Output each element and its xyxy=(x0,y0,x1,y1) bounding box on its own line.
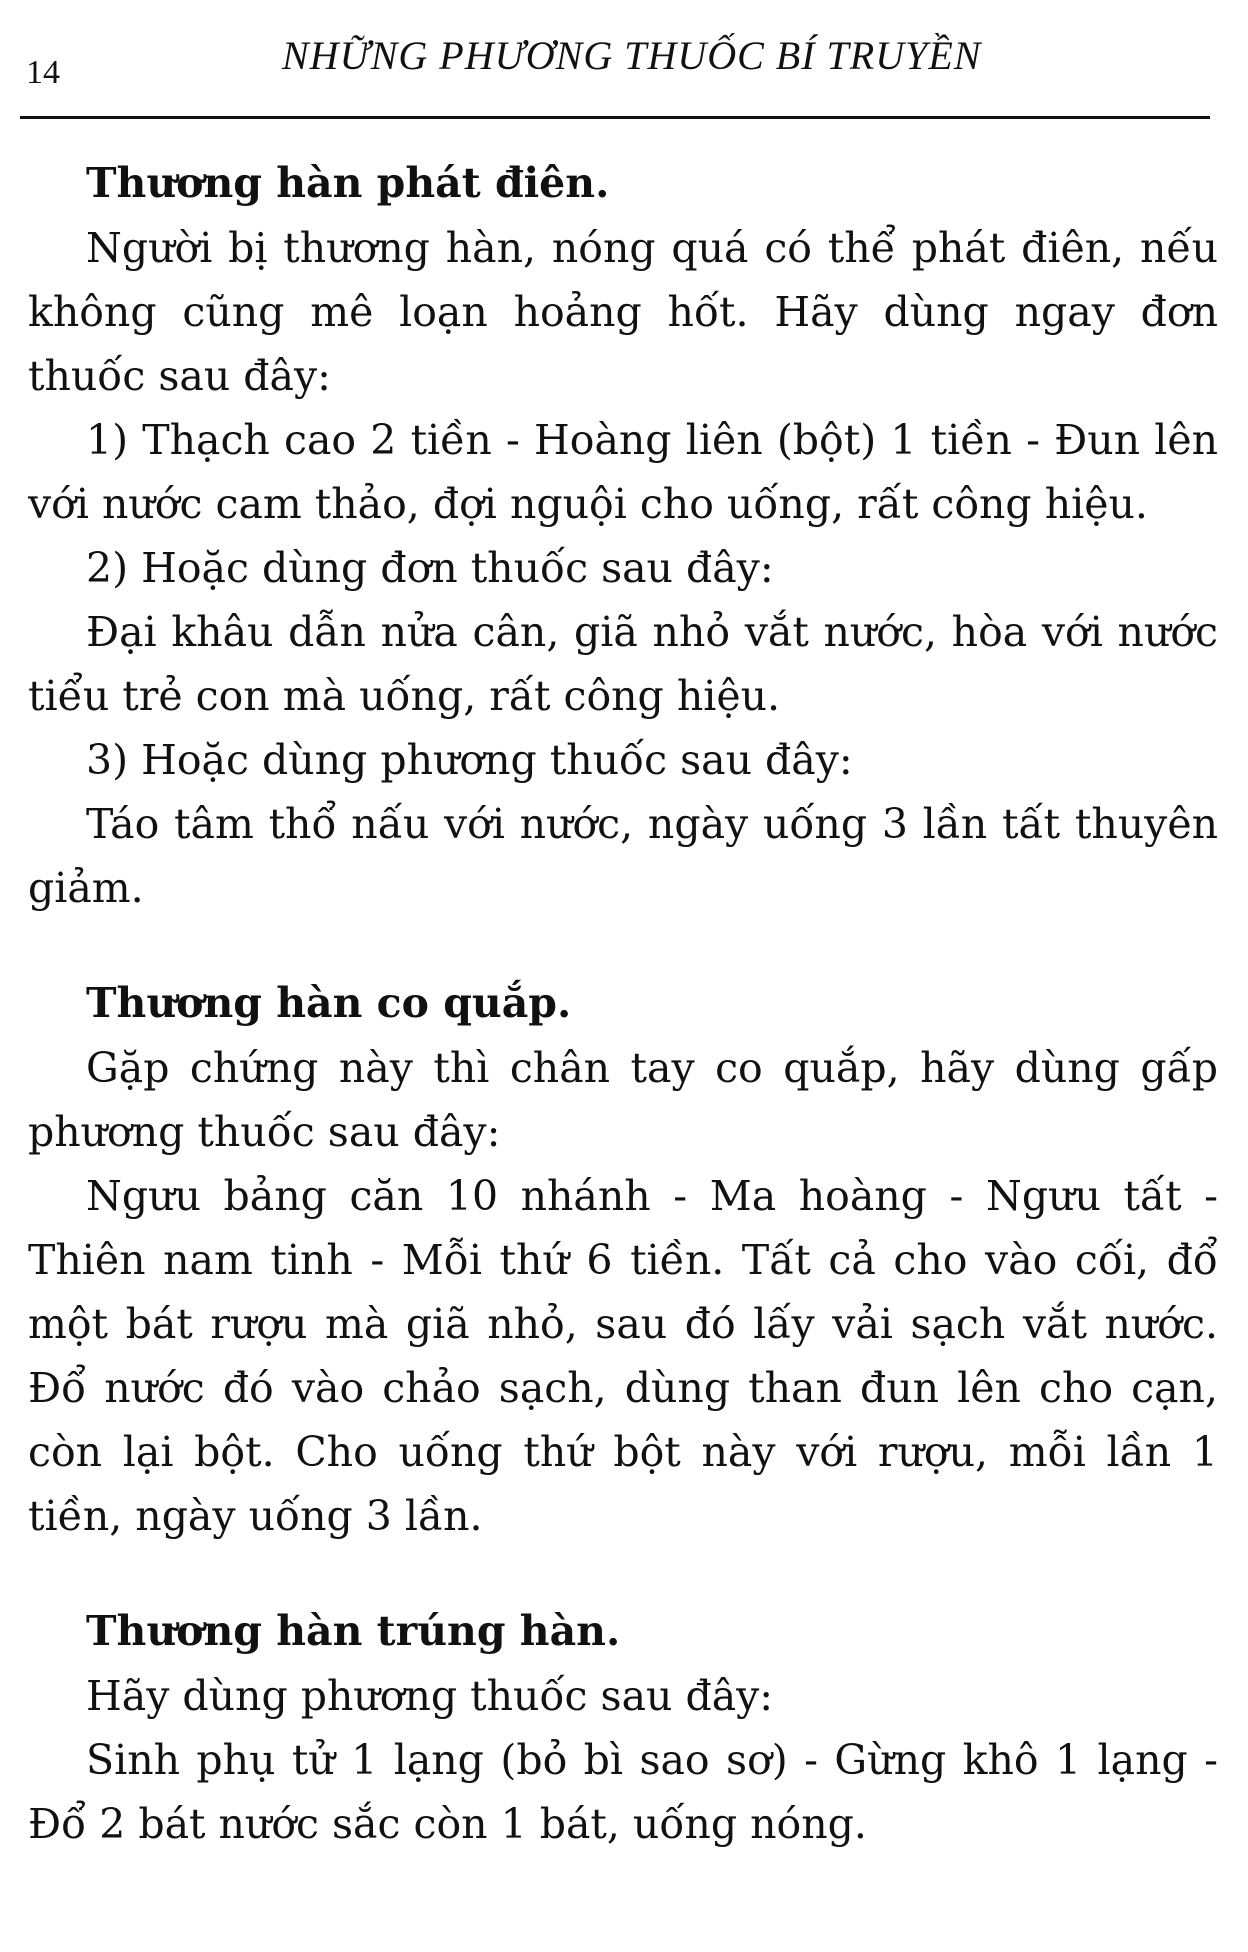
section-co-quap xyxy=(28,970,1218,1548)
page-body xyxy=(28,150,1218,1906)
running-title: NHỮNG PHƯƠNG THUỐC BÍ TRUYỀN xyxy=(282,33,982,78)
paragraph: Hãy dùng phương thuốc sau đây: xyxy=(86,1672,774,1720)
paragraph: Người bị thương hàn, nóng quá có thể phát điên, nếu không cũng mê loạn hoảng hốt. Hãy dùng ngay đơn thuốc sau đây: xyxy=(28,224,1218,400)
paragraph: 3) Hoặc dùng phương thuốc sau đây: xyxy=(86,736,853,784)
paragraph: Táo tâm thổ nấu với nước, ngày uống 3 lần tất thuyên giảm. xyxy=(28,800,1218,912)
paragraph: Sinh phụ tử 1 lạng (bỏ bì sao sơ) - Gừng khô 1 lạng - Đổ 2 bát nước sắc còn 1 bát, uống nóng. xyxy=(28,1736,1218,1848)
paragraph: Đại khâu dẫn nửa cân, giã nhỏ vắt nước, hòa với nước tiểu trẻ con mà uống, rất công hiệu. xyxy=(28,608,1218,720)
paragraph: 2) Hoặc dùng đơn thuốc sau đây: xyxy=(86,544,774,592)
header-rule xyxy=(20,116,1210,119)
section-phat-dien xyxy=(28,150,1218,920)
paragraph: Ngưu bảng căn 10 nhánh - Ma hoàng - Ngưu tất - Thiên nam tinh - Mỗi thứ 6 tiền. Tất cả cho vào cối, đổ một bát rượu mà giã nhỏ, sau đó lấy vải sạch vắt nước. Đổ nước đó vào chảo sạch, dùng than đun lên cho cạn, còn lại bột. Cho uống thứ bột này với rượu, mỗi lần 1 tiền, ngày uống 3 lần. xyxy=(28,1172,1218,1540)
section-heading: Thương hàn phát điên. xyxy=(86,159,610,207)
page-number: 14 xyxy=(26,54,60,91)
paragraph: 1) Thạch cao 2 tiền - Hoàng liên (bột) 1 tiền - Đun lên với nước cam thảo, đợi nguội cho uống, rất công hiệu. xyxy=(28,416,1218,528)
page-header xyxy=(20,18,1210,98)
paragraph: Gặp chứng này thì chân tay co quắp, hãy dùng gấp phương thuốc sau đây: xyxy=(28,1044,1218,1156)
section-heading: Thương hàn trúng hàn. xyxy=(86,1607,621,1655)
section-heading: Thương hàn co quắp. xyxy=(86,979,572,1027)
section-trung-han xyxy=(28,1598,1218,1856)
